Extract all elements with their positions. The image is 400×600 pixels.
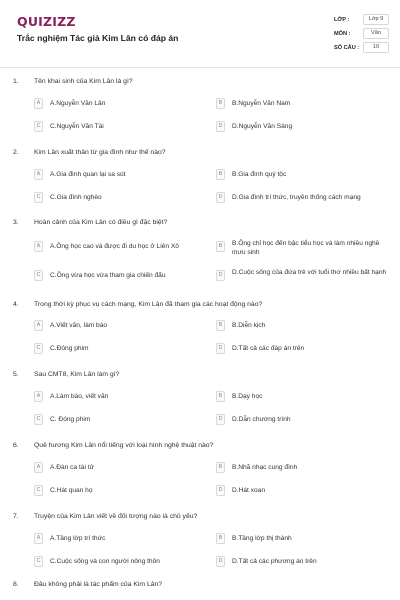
option-text: B.Nhã nhạc cung đình	[232, 464, 298, 471]
option-letter-badge: C	[34, 270, 43, 281]
option-text: A.Nguyễn Văn Lân	[50, 100, 106, 107]
meta-row-subject	[334, 28, 390, 42]
question-number: 4.	[13, 301, 19, 308]
option-letter-badge: B	[216, 98, 225, 109]
option-letter-badge: B	[216, 320, 225, 331]
option-letter-badge: A	[34, 533, 43, 544]
option-text: C. Đóng phim	[50, 416, 91, 423]
option-text: B.Ông chỉ học đến bậc tiểu học và làm nhiều nghề mưu sinh	[232, 240, 380, 256]
option-text: B.Tầng lớp thị thành	[232, 535, 292, 542]
question-text: Đâu không phải là tác phẩm của Kim Lân?	[34, 581, 163, 588]
option-text: B.Diễn kịch	[232, 322, 266, 329]
option-letter-badge: D	[216, 121, 225, 132]
question-number: 2.	[13, 149, 19, 156]
question-text: Truyện của Kim Lân viết về đối tượng nào là chủ yếu?	[34, 513, 198, 520]
question-number: 1.	[13, 78, 19, 85]
question-count-value: 10	[363, 42, 389, 53]
question-count-label: SỐ CÂU :	[334, 45, 360, 51]
option-letter-badge: D	[216, 414, 225, 425]
option-text: D.Cuộc sống của đứa trẻ với tuổi thơ nhiều bất hạnh	[232, 269, 387, 276]
question-text: Hoàn cảnh của Kim Lân có điều gì đặc biệt?	[34, 219, 168, 226]
option-text: C.Hát quan họ	[50, 487, 93, 494]
meta-row-grade	[334, 14, 390, 28]
option-letter-badge: C	[34, 121, 43, 132]
option-text: D.Tất cả các phương án trên	[232, 558, 317, 565]
worksheet-meta	[334, 14, 390, 56]
worksheet-header	[0, 0, 400, 70]
option-text: C.Gia đình nghèo	[50, 194, 102, 201]
option-text: B.Dạy học	[232, 393, 263, 400]
option-letter-badge: A	[34, 462, 43, 473]
option-letter-badge: A	[34, 320, 43, 331]
option-letter-badge: C	[34, 192, 43, 203]
grade-label: LỚP :	[334, 17, 350, 23]
option-text: D.Gia đình trí thức, truyền thống cách mạng	[232, 194, 361, 201]
option-letter-badge: B	[216, 391, 225, 402]
subject-label: MÔN :	[334, 31, 351, 37]
question-number: 7.	[13, 513, 19, 520]
option-text: C.Nguyễn Văn Tài	[50, 123, 104, 130]
option-letter-badge: D	[216, 270, 225, 281]
option-text: D.Nguyễn Văn Sáng	[232, 123, 293, 130]
option-letter-badge: B	[216, 169, 225, 180]
option-text: D.Tất cả các đáp án trên	[232, 345, 305, 352]
worksheet-title: Trắc nghiệm Tác giả Kim Lân có đáp án	[17, 33, 179, 43]
option-letter-badge: C	[34, 414, 43, 425]
option-letter-badge: C	[34, 556, 43, 567]
question-number: 8.	[13, 581, 19, 588]
option-text: C.Ông vừa học vừa tham gia chiến đấu	[50, 272, 166, 279]
option-letter-badge: B	[216, 241, 225, 252]
option-letter-badge: A	[34, 241, 43, 252]
option-letter-badge: A	[34, 391, 43, 402]
option-letter-badge: B	[216, 462, 225, 473]
option-text: A.Đàn ca tài tử	[50, 464, 94, 471]
option-text: B.Nguyễn Văn Nam	[232, 100, 291, 107]
option-text: A.Làm báo, viết văn	[50, 393, 109, 400]
option-text: C.Đóng phim	[50, 345, 89, 352]
question-text: Trong thời kỳ phục vụ cách mạng, Kim Lân đã tham gia các hoạt động nào?	[34, 301, 263, 308]
option-letter-badge: B	[216, 533, 225, 544]
grade-value: Lớp 9	[363, 14, 389, 25]
option-text: C.Cuộc sống và con người nông thôn	[50, 558, 160, 565]
option-letter-badge: C	[34, 485, 43, 496]
option-text: D.Dẫn chương trình	[232, 416, 291, 423]
option-letter-badge: D	[216, 192, 225, 203]
question-text: Sau CMT8, Kim Lân làm gì?	[34, 371, 120, 378]
option-letter-badge: A	[34, 98, 43, 109]
question-number: 5.	[13, 371, 19, 378]
option-text: D.Hát xoan	[232, 487, 265, 494]
option-text: B.Gia đình quý tộc	[232, 171, 287, 178]
question-number: 6.	[13, 442, 19, 449]
option-letter-badge: A	[34, 169, 43, 180]
option-letter-badge: D	[216, 485, 225, 496]
header-divider	[0, 67, 400, 68]
option-text: A.Viết văn, làm báo	[50, 322, 108, 329]
option-text: A.Tầng lớp trí thức	[50, 535, 106, 542]
quizizz-logo[interactable]: QUIZIZZ	[17, 14, 76, 29]
question-text: Quê hương Kim Lân nổi tiếng với loại hình nghệ thuật nào?	[34, 442, 214, 449]
question-text: Tên khai sinh của Kim Lân là gì?	[34, 78, 133, 85]
option-letter-badge: C	[34, 343, 43, 354]
question-text: Kim Lân xuất thân từ gia đình như thế nào?	[34, 149, 166, 156]
meta-row-question-count	[334, 42, 390, 56]
subject-value: Văn	[363, 28, 389, 39]
option-text: A.Gia đình quan lại sa sút	[50, 171, 126, 178]
option-letter-badge: D	[216, 343, 225, 354]
question-number: 3.	[13, 219, 19, 226]
option-letter-badge: D	[216, 556, 225, 567]
option-text: A.Ông học cao và được đi du học ở Liên Xô	[50, 243, 179, 250]
